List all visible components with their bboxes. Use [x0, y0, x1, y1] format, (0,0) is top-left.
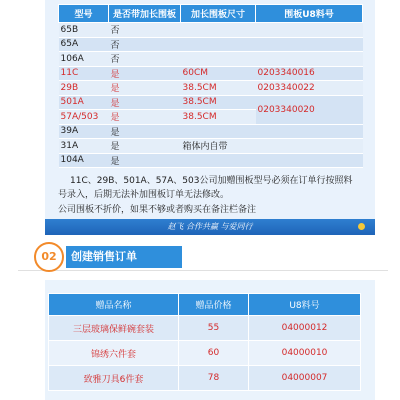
gift-code-cell: 04000007	[249, 366, 361, 391]
size-cell: 38.5CM	[181, 110, 256, 125]
table-row	[59, 124, 363, 139]
code-cell: 0203340022	[256, 81, 363, 96]
col-size-header: 加长围板尺寸	[181, 5, 256, 23]
table-row	[59, 81, 363, 96]
model-cell: 11C	[59, 66, 109, 81]
model-cell: 106A	[59, 52, 109, 67]
size-cell	[181, 37, 256, 52]
size-cell	[181, 124, 256, 139]
code-cell: 0203340016	[256, 66, 363, 81]
gift-price-cell: 60	[179, 341, 249, 366]
gift-price-cell: 78	[179, 366, 249, 391]
model-cell: 104A	[59, 153, 109, 168]
extended-cell: 否	[109, 37, 181, 52]
size-cell	[181, 153, 256, 168]
gift-price-header: 赠品价格	[179, 294, 249, 316]
table-row	[59, 95, 363, 110]
extended-cell: 是	[109, 124, 181, 139]
model-cell: 65A	[59, 37, 109, 52]
table-row	[59, 139, 363, 154]
size-cell: 38.5CM	[181, 95, 256, 110]
table-row	[49, 316, 361, 341]
code-cell	[256, 37, 363, 52]
extended-cell: 否	[109, 52, 181, 67]
code-cell: 0203340020	[256, 95, 363, 124]
extended-cell: 是	[109, 66, 181, 81]
gift-code-cell: 04000010	[249, 341, 361, 366]
gift-code-header: U8料号	[249, 294, 361, 316]
table-row	[59, 66, 363, 81]
size-cell	[181, 23, 256, 38]
col-extended-header: 是否带加长围板	[109, 5, 181, 23]
code-cell	[256, 153, 363, 168]
col-code-header: 围板U8料号	[256, 5, 363, 23]
model-cell: 29B	[59, 81, 109, 96]
model-cell: 39A	[59, 124, 109, 139]
table-row	[59, 37, 363, 52]
model-cell: 57A/503	[59, 110, 109, 125]
size-cell: 60CM	[181, 66, 256, 81]
gift-code-cell: 04000012	[249, 316, 361, 341]
model-cell: 31A	[59, 139, 109, 154]
section-title: 创建销售订单	[66, 246, 182, 268]
code-cell	[256, 124, 363, 139]
slogan-text: 赵飞 合作共赢 与爱同行	[167, 222, 253, 231]
extended-cell: 是	[109, 139, 181, 154]
table-row	[59, 52, 363, 67]
gift-table	[48, 293, 361, 391]
code-cell	[256, 23, 363, 38]
table-row	[59, 153, 363, 168]
gift-name-cell: 三层玻璃保鲜碗套装	[49, 316, 179, 341]
size-cell: 38.5CM	[181, 81, 256, 96]
note-line-3: 公司围板不折价，如果不够或者购买在备注栏备注	[58, 205, 257, 215]
slogan-banner	[45, 219, 375, 235]
extended-cell: 是	[109, 95, 181, 110]
table-row	[49, 366, 361, 391]
model-cell: 65B	[59, 23, 109, 38]
extended-cell: 是	[109, 81, 181, 96]
size-cell	[181, 52, 256, 67]
extended-cell: 是	[109, 110, 181, 125]
section-divider	[18, 270, 388, 271]
table-row	[49, 341, 361, 366]
extended-cell: 否	[109, 23, 181, 38]
gift-name-header: 赠品名称	[49, 294, 179, 316]
note-line-2: 号录入，后期无法补加围板订单无法修改。	[58, 190, 230, 200]
col-model-header: 型号	[59, 5, 109, 23]
note-line-1: 11C、29B、501A、57A、503公司加赠围板型号必须在订单行按照料	[70, 176, 353, 186]
table-row	[59, 23, 363, 38]
board-table	[58, 4, 363, 168]
code-cell	[256, 139, 363, 154]
extended-cell: 是	[109, 153, 181, 168]
gift-name-cell: 致雅刀具6件套	[49, 366, 179, 391]
gift-name-cell: 锦绣六件套	[49, 341, 179, 366]
gift-price-cell: 55	[179, 316, 249, 341]
model-cell: 501A	[59, 95, 109, 110]
code-cell	[256, 52, 363, 67]
bulb-icon	[358, 223, 365, 230]
section-number-badge: 02	[34, 242, 64, 272]
size-cell: 箱体内自带	[181, 139, 256, 154]
